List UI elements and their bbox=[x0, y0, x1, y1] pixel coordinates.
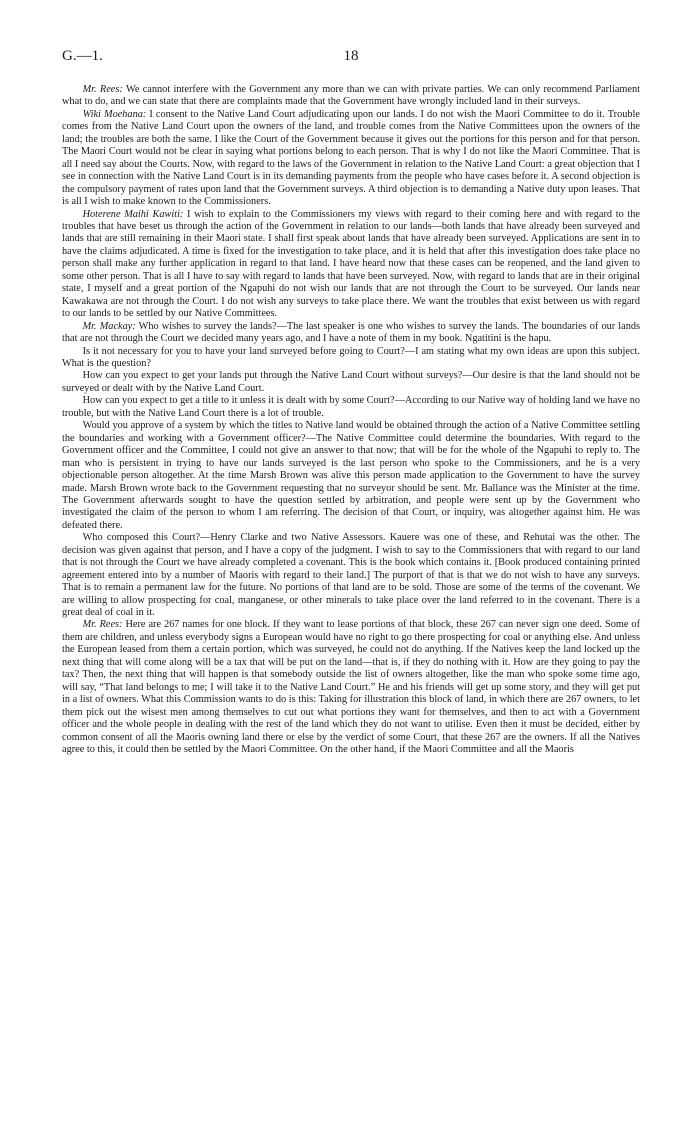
speaker-name: Mr. Rees: bbox=[82, 619, 123, 631]
paragraph-text: How can you expect to get a title to it unless it is dealt with by some Court?—According to our Native way of holding land we have no trouble, but with the Native Land Court there is a lot of trouble. bbox=[62, 395, 640, 419]
paragraph-text: I wish to explain to the Commissioners my views with regard to their coming here and with regard to the troubles that have beset us through the action of the Government in relation to our lands—both lands that have already been surveyed and lands that are still remaining in their Maori state. I shall first speak about lands that have already been surveyed. Applications are sent in to have the claims adjudicated. A time is fixed for the investigation to take place, and it is held that after this investigation does take place no person shall make any further application in regard to that land. I have heard now that these cases can be reopened, and the land given to some other person. That is all I have to say with regard to lands that have been surveyed. Now, with regard to lands that are in their original state, I myself and a great portion of the Ngapuhi do not wish our lands that are not through the Court to be surveyed. Our lands near Kawakawa are not through the Court. I do not wish any surveys to take place there. We want the troubles that exist between us with regard to our lands to be settled by our Native Committees. bbox=[62, 208, 640, 320]
paragraph-kawiti bbox=[62, 209, 640, 321]
paragraph-text: Would you approve of a system by which the titles to Native land would be obtained through the action of a Native Committee settling the boundaries and working with a Government officer?—The Native Committee could determine the boundaries. With regard to the Government officer and the Committee, I could not give an answer to that now; that will be for the whole of the Ngapuhi to reply to. The man who is persistent in trying to have our lands surveyed is the last person who spoke to the Commissioners, and he is a very objectionable person altogether. At the time Marsh Brown was alive this person made application to the Government to have the survey made. Marsh Brown wrote back to the Government requesting that no surveyor should be sent. Mr. Ballance was the Minister at the time. The Government afterwards sought to have the question settled by arbitration, and people were sent up by the Government who investigated the claim of the person to whom I am referring. The decision of that Court, or inquiry, was altogether against him. He was defeated there. bbox=[62, 420, 640, 531]
paragraph-text: Who composed this Court?—Henry Clarke and two Native Assessors. Kauere was one of these, and Rehutai was the other. The decision was given against that person, and I have a copy of the judgment. I wish to say to the Commissioners that with regard to our land that is not through the Court we have already completed a covenant. This is the book which contains it. [Book produced containing printed agreement entered into by a number of Maoris with regard to their land.] The purport of that is that we do not wish to have any surveys. That is to remain a permanent law for the future. No portions of that land are to be sold. Those are some of the terms of the covenant. We are willing to allow prospecting for coal, manganese, or other minerals to take place over the land referred to in the covenant. There is a great deal of coal in it. bbox=[62, 532, 640, 619]
paragraph-mackay bbox=[62, 321, 640, 346]
document-body bbox=[62, 84, 640, 756]
page-header bbox=[62, 48, 640, 70]
speaker-name: Mr. Mackay: bbox=[82, 320, 136, 332]
paragraph-question-4 bbox=[62, 420, 640, 532]
paragraph-text: Who wishes to survey the lands?—The last speaker is one who wishes to survey the lands. The boundaries of our lands that are not through the Court we decided many years ago, and I have a note of them in my book. Ngatitini is the hapu. bbox=[62, 320, 641, 345]
paragraph-question-3 bbox=[62, 395, 640, 420]
paragraph-moehana bbox=[62, 109, 640, 209]
paragraph-rees-1 bbox=[62, 84, 640, 109]
paragraph-text: How can you expect to get your lands put through the Native Land Court without surveys?—Our desire is that the land should not be surveyed or dealt with by the Native Land Court. bbox=[62, 370, 640, 394]
paragraph-question-1 bbox=[62, 346, 640, 371]
paragraph-text: Is it not necessary for you to have your land surveyed before going to Court?—I am stating what my own ideas are upon this subject. What is the question? bbox=[62, 345, 640, 369]
speaker-name: Hoterene Maihi Kawiti: bbox=[82, 208, 184, 220]
document-code: G.—1. bbox=[62, 48, 103, 64]
paragraph-question-2 bbox=[62, 370, 640, 395]
speaker-name: Mr. Rees: bbox=[82, 84, 123, 95]
paragraph-question-5 bbox=[62, 532, 640, 619]
paragraph-text: We cannot interfere with the Government any more than we can with private parties. We can only recommend Parliament what to do, and we can state that there are complaints made that the Government have wrongly included land in their surveys. bbox=[62, 84, 640, 108]
paragraph-text: I consent to the Native Land Court adjudicating upon our lands. I do not wish the Maori Committee to do it. Trouble comes from the Native Land Court upon the owners of the land, and trouble comes from the Native Committees upon the owners of the land; the troubles are both the same. I like the Court of the Government because it gives out the portions for this person and for that person. The Maori Court would not be clear in saying what portions belong to each person. That is why I do not like the Maori Committee. That is all I need say about the Courts. Now, with regard to the laws of the Government in relation to the Native Land Court: a great objection that I see in connection with the Native Land Court is in its demanding payments from the people who have cases before it. A second objection is the compulsory payment of rates upon land that the Government surveys. A third objection is to demanding a Native duty upon leases. That is all I wish to make known to the Commissioners. bbox=[62, 108, 640, 208]
page-number: 18 bbox=[343, 48, 359, 64]
paragraph-text: Here are 267 names for one block. If they want to lease portions of that block, these 267 can never sign one deed. Some of them are children, and unless everybody signs a European would have no right to go there prospecting for coal or anything else. And unless the European leased from them a certain portion, which was surveyed, he could not do anything. If the Natives keep the land locked up the next thing that will come along will be a tax that will be put on the land—that is, if they do nothing with it. How are they going to pay the tax? Then, the next thing that will happen is that somebody outside the list of owners altogether, like the man who spoke some time ago, will say, “That land belongs to me; I will take it to the Native Land Court.” He and his friends will get up some story, and they will get put in a list of owners. What this Commission wants to do is this: Taking for illustration this block of land, in which there are 267 owners, to let them pick out the wisest men among themselves to cut out what portions they want for themselves, and then to act with a Government officer and the whole people in dealing with the rest of the land which they do not want to utilise. Even then it must be decided, either by common consent of all the Maoris owning land there or else by the verdict of some Court, that these 267 are the owners. If all the Natives agree to this, it could then be settled by the Maori Committee. On the other hand, if the Maori Committee and all the Maoris bbox=[62, 619, 640, 756]
paragraph-rees-2 bbox=[62, 619, 640, 756]
speaker-name: Wiki Moehana: bbox=[82, 108, 147, 120]
